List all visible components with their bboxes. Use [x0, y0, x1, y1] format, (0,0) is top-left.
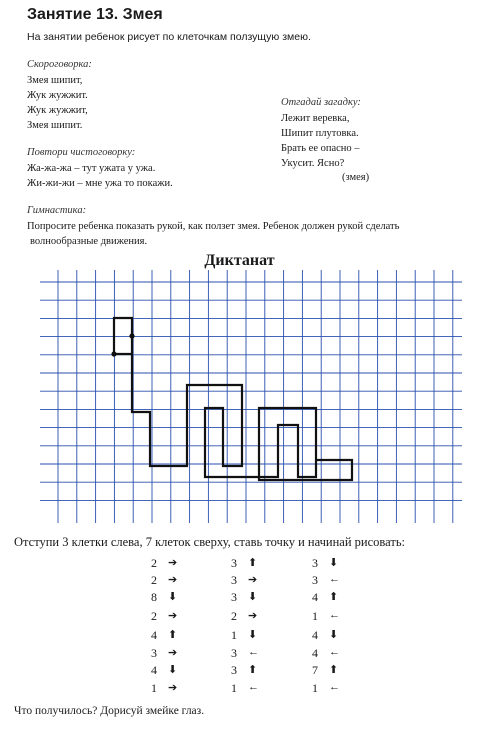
arrow-down-icon: ⬇	[248, 629, 258, 641]
command-step	[309, 663, 341, 678]
gymnastics-heading: Гимнастика:	[27, 205, 87, 216]
riddle-answer: (змея)	[342, 172, 370, 183]
command-step	[309, 609, 341, 624]
arrow-up-icon: ⬆	[329, 591, 339, 603]
tongue-twister-line: Жук жужжит.	[27, 90, 88, 101]
pure-phrase-heading: Повтори чистоговорку:	[27, 147, 136, 158]
pure-phrase-line: Жа-жа-жа – тут ужата у ужа.	[27, 163, 156, 174]
tongue-twister-line: Змея шипит,	[27, 75, 83, 86]
command-step	[148, 681, 180, 696]
step-count: 1	[231, 628, 237, 642]
dictation-title: Диктанат	[204, 252, 275, 269]
command-step	[228, 573, 260, 588]
arrow-right-icon: ➔	[168, 574, 178, 586]
command-step	[309, 628, 341, 643]
arrow-down-icon: ⬇	[329, 557, 339, 569]
arrow-right-icon: ➔	[168, 647, 178, 659]
step-count: 8	[151, 590, 157, 604]
command-step	[228, 646, 260, 661]
arrow-right-icon: ➔	[168, 610, 178, 622]
step-count: 3	[312, 573, 318, 587]
command-step	[228, 609, 260, 624]
arrow-down-icon: ⬇	[168, 664, 178, 676]
command-step	[228, 590, 260, 605]
step-count: 2	[151, 573, 157, 587]
command-step	[148, 663, 180, 678]
arrow-down-icon: ⬇	[329, 629, 339, 641]
arrow-right-icon: ➔	[168, 557, 178, 569]
step-count: 3	[231, 646, 237, 660]
pure-phrase-line: Жи-жи-жи – мне ужа то покажи.	[27, 178, 173, 189]
dictation-footer: Что получилось? Дорисуй змейке глаз.	[14, 705, 205, 717]
command-step	[309, 556, 341, 571]
command-step	[148, 646, 180, 661]
step-count: 4	[312, 646, 318, 660]
arrow-down-icon: ⬇	[168, 591, 178, 603]
step-count: 7	[312, 663, 318, 677]
arrow-up-icon: ⬆	[248, 557, 258, 569]
riddle-line: Укусит. Ясно?	[281, 158, 345, 169]
gymnastics-line: Попросите ребенка показать рукой, как ползет змея. Ребенок должен рукой сделать	[27, 221, 400, 232]
step-count: 3	[231, 663, 237, 677]
arrow-down-icon: ⬇	[248, 591, 258, 603]
step-count: 3	[151, 646, 157, 660]
gymnastics-line: волнообразные движения.	[30, 236, 148, 247]
command-step	[228, 628, 260, 643]
dictation-instruction: Отступи 3 клетки слева, 7 клеток сверху, ставь точку и начинай рисовать:	[14, 535, 406, 549]
step-count: 3	[312, 556, 318, 570]
step-count: 2	[151, 556, 157, 570]
arrow-right-icon: ➔	[248, 574, 258, 586]
step-count: 1	[151, 681, 157, 695]
step-count: 1	[231, 681, 237, 695]
riddle-line: Лежит веревка,	[281, 113, 350, 124]
step-count: 4	[151, 663, 157, 677]
step-count: 4	[312, 590, 318, 604]
step-count: 3	[231, 590, 237, 604]
command-step	[309, 646, 341, 661]
start-dot	[129, 333, 134, 338]
arrow-right-icon: ➔	[248, 610, 258, 622]
arrow-up-icon: ⬆	[248, 664, 258, 676]
tongue-twister-heading: Скороговорка:	[27, 59, 92, 70]
start-dot	[111, 351, 116, 356]
arrow-left-icon: ←	[248, 681, 259, 693]
riddle-line: Брать ее опасно –	[281, 143, 360, 154]
command-step	[148, 609, 180, 624]
command-step	[228, 681, 260, 696]
step-count: 3	[231, 573, 237, 587]
arrow-left-icon: ←	[329, 681, 340, 693]
step-count: 2	[231, 609, 237, 623]
step-count: 1	[312, 681, 318, 695]
tongue-twister-line: Жук жужжит,	[27, 105, 88, 116]
command-step	[228, 556, 260, 571]
arrow-left-icon: ←	[329, 646, 340, 658]
command-step	[309, 573, 341, 588]
arrow-up-icon: ⬆	[329, 664, 339, 676]
step-count: 1	[312, 609, 318, 623]
command-step	[148, 628, 180, 643]
step-count: 3	[231, 556, 237, 570]
command-step	[309, 590, 341, 605]
command-step	[228, 663, 260, 678]
command-step	[148, 556, 180, 571]
step-count: 4	[312, 628, 318, 642]
snake-drawing	[114, 318, 352, 480]
step-count: 2	[151, 609, 157, 623]
command-step	[148, 590, 180, 605]
arrow-left-icon: ←	[329, 573, 340, 585]
command-step	[309, 681, 341, 696]
command-step	[148, 573, 180, 588]
tongue-twister-line: Змея шипит.	[27, 120, 83, 131]
lesson-title: Занятие 13. Змея	[27, 6, 163, 23]
lesson-intro: На занятии ребенок рисует по клеточкам ползущую змею.	[27, 31, 311, 43]
arrow-left-icon: ←	[248, 646, 259, 658]
step-count: 4	[151, 628, 157, 642]
arrow-up-icon: ⬆	[168, 629, 178, 641]
arrow-left-icon: ←	[329, 609, 340, 621]
riddle-heading: Отгадай загадку:	[281, 97, 361, 108]
arrow-right-icon: ➔	[168, 682, 178, 694]
riddle-line: Шипит плутовка.	[281, 128, 359, 139]
